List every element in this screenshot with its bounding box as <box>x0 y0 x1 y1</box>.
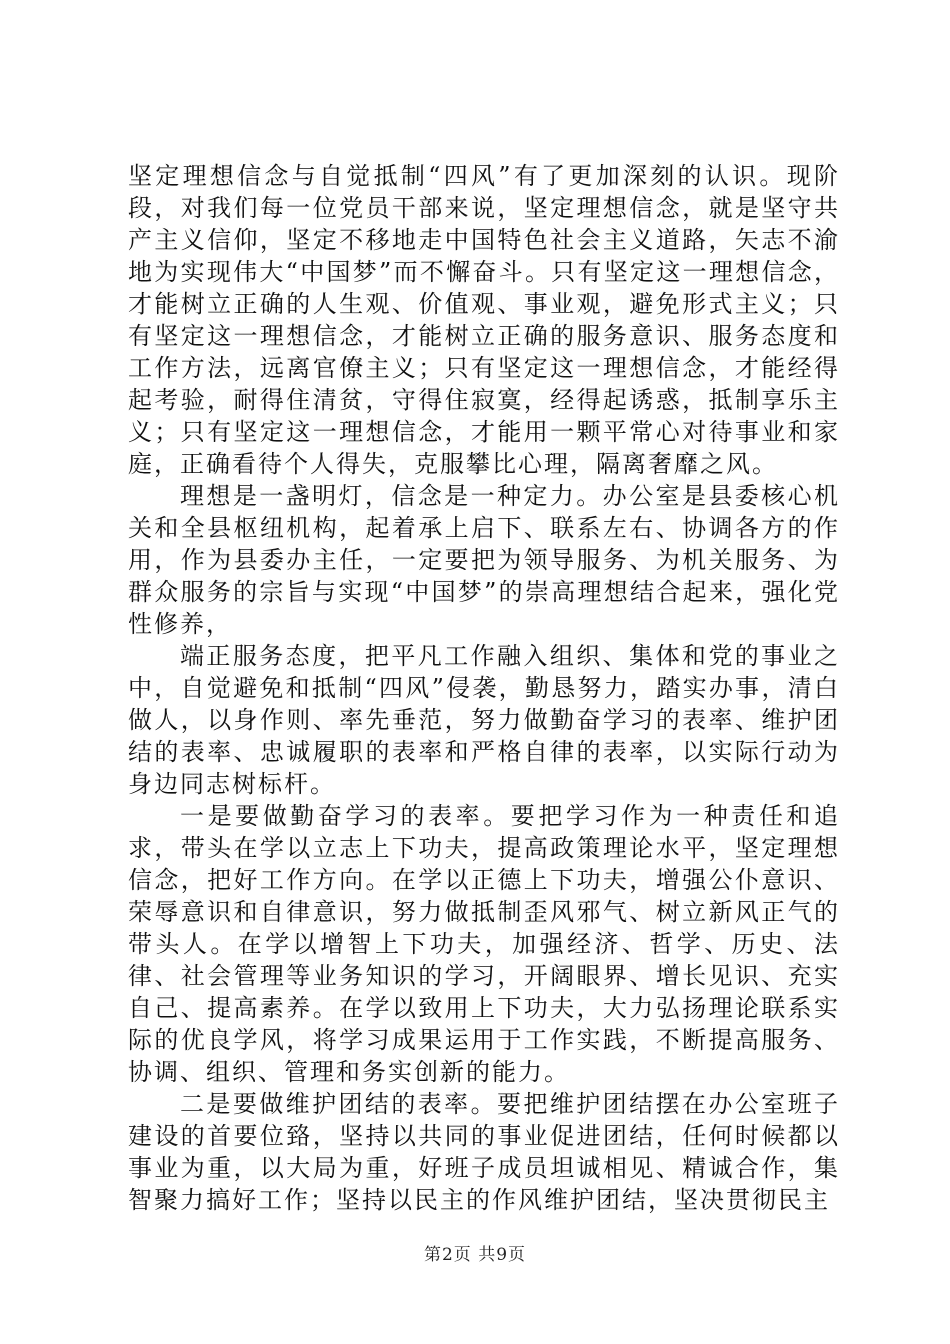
paragraph-2: 理想是一盏明灯，信念是一种定力。办公室是县委核心机关和全县枢纽机构，起着承上启下、联系左右、协调各方的作用，作为县委办主任，一定要把为领导服务、为机关服务、为群众服务的宗旨与实现“中国梦”的崇高理想结合起来，强化党性修养， <box>128 482 840 638</box>
paragraph-1: 坚定理想信念与自觉抵制“四风”有了更加深刻的认识。现阶段，对我们每一位党员干部来说，坚定理想信念，就是坚守共产主义信仰，坚定不移地走中国特色社会主义道路，矢志不渝地为实现伟大“中国梦”而不懈奋斗。只有坚定这一理想信念，才能树立正确的人生观、价值观、事业观，避免形式主义；只有坚定这一理想信念，才能树立正确的服务意识、服务态度和工作方法，远离官僚主义；只有坚定这一理想信念，才能经得起考验，耐得住清贫，守得住寂寞，经得起诱惑，抵制享乐主义；只有坚定这一理想信念，才能用一颗平常心对待事业和家庭，正确看待个人得失，克服攀比心理，隔离奢靡之风。 <box>128 162 840 478</box>
document-body <box>128 160 840 1216</box>
paragraph-5: 二是要做维护团结的表率。要把维护团结摆在办公室班子建设的首要位臵，坚持以共同的事业促进团结，任何时候都以事业为重，以大局为重，好班子成员坦诚相见、精诚合作，集智聚力搞好工作；坚持以民主的作风维护团结，坚决贯彻民主 <box>128 1090 840 1214</box>
paragraph-3: 端正服务态度，把平凡工作融入组织、集体和党的事业之中，自觉避免和抵制“四风”侵袭，勤恳努力，踏实办事，清白做人，以身作则、率先垂范，努力做勤奋学习的表率、维护团结的表率、忠诚履职的表率和严格自律的表率，以实际行动为身边同志树标杆。 <box>128 642 840 798</box>
paragraph-4: 一是要做勤奋学习的表率。要把学习作为一种责任和追求，带头在学以立志上下功夫，提高政策理论水平，坚定理想信念，把好工作方向。在学以正德上下功夫，增强公仆意识、荣辱意识和自律意识，努力做抵制歪风邪气、树立新风正气的带头人。在学以增智上下功夫，加强经济、哲学、历史、法律、社会管理等业务知识的学习，开阔眼界、增长见识、充实自己、提高素养。在学以致用上下功夫，大力弘扬理论联系实际的优良学风，将学习成果运用于工作实践，不断提高服务、协调、组织、管理和务实创新的能力。 <box>128 802 840 1086</box>
page-number-footer: 第2页 共9页 <box>423 1245 527 1265</box>
